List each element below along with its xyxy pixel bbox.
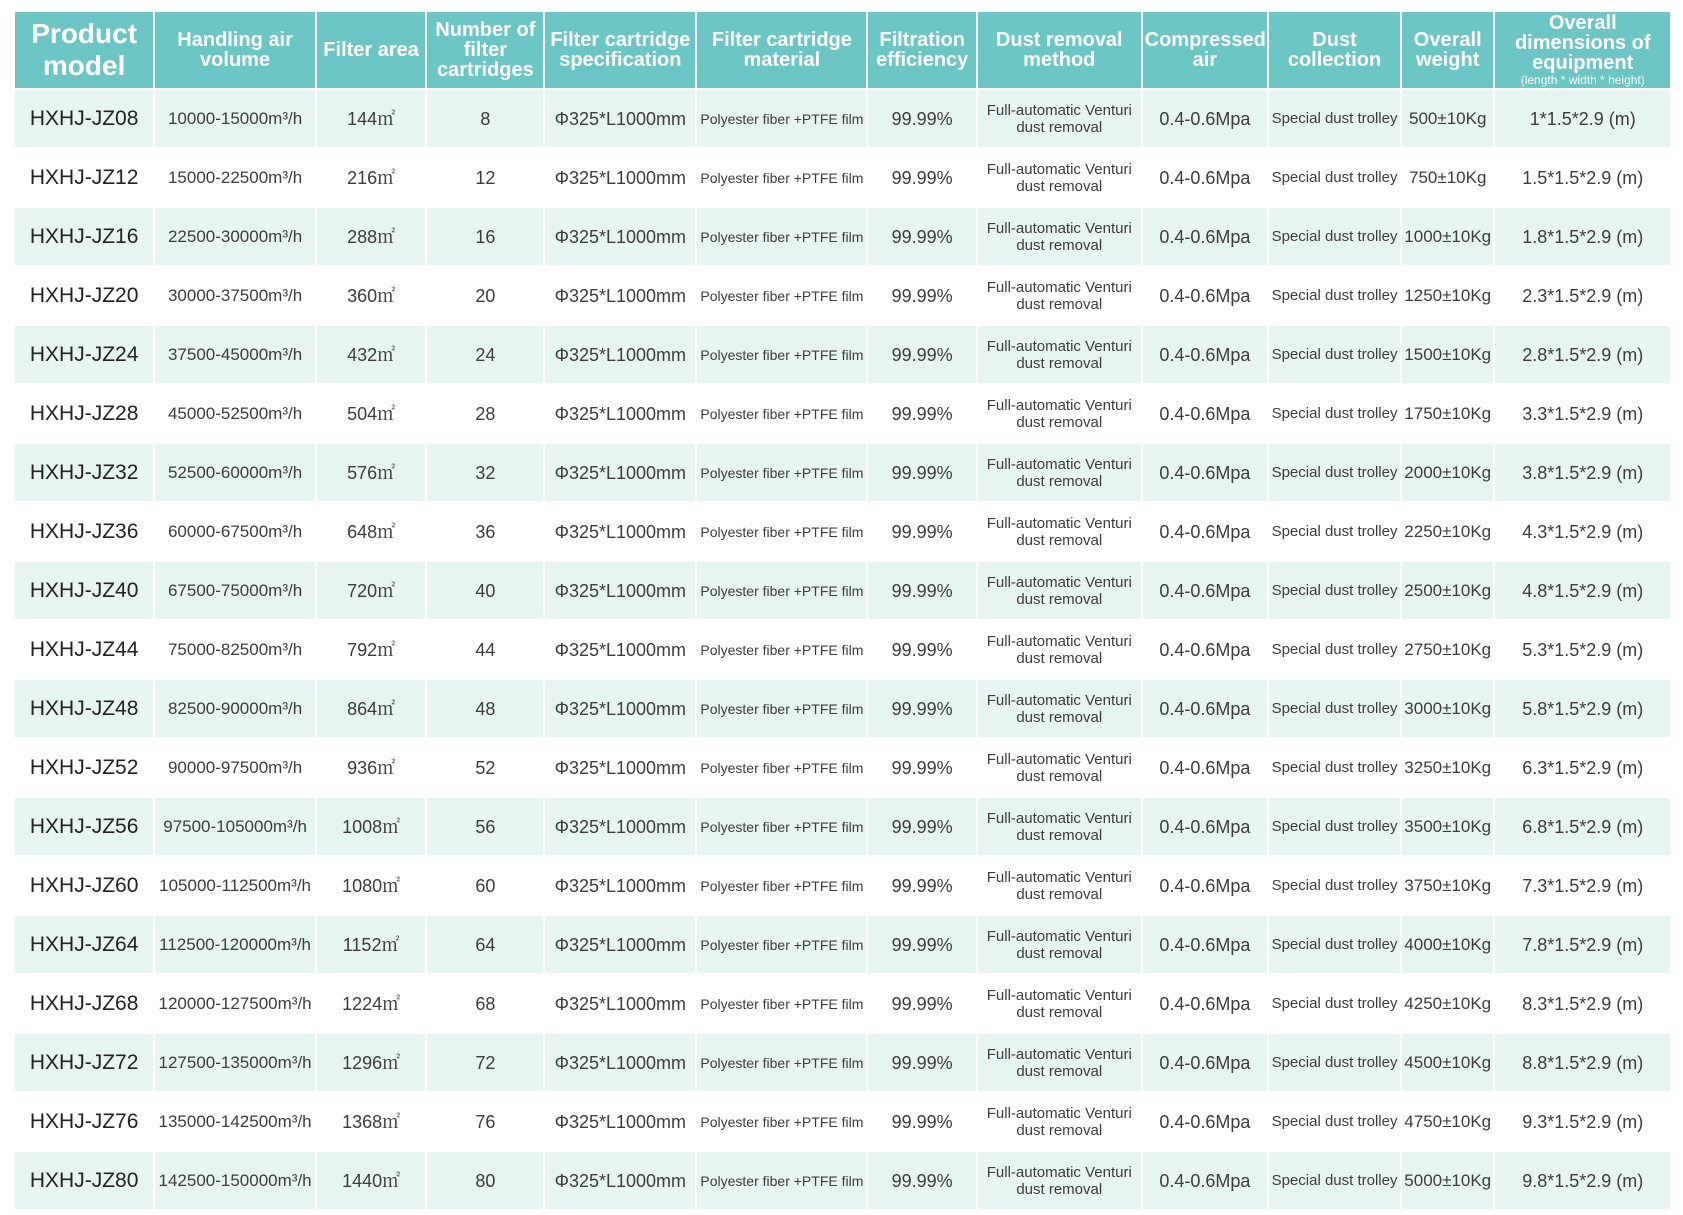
cell-area: 1224㎡ xyxy=(316,974,427,1033)
cell-air: 0.4-0.6Mpa xyxy=(1142,502,1268,561)
cell-efficiency: 99.99% xyxy=(867,856,976,915)
cell-model: HXHJ-JZ56 xyxy=(14,797,154,856)
cell-volume: 30000-37500m³/h xyxy=(154,266,316,325)
cell-count: 16 xyxy=(426,207,544,266)
cell-collection: Special dust trolley xyxy=(1268,856,1401,915)
cell-collection: Special dust trolley xyxy=(1268,1092,1401,1151)
cell-spec: Φ325*L1000mm xyxy=(544,89,696,148)
cell-weight: 2250±10Kg xyxy=(1401,502,1495,561)
cell-collection: Special dust trolley xyxy=(1268,325,1401,384)
cell-area: 288㎡ xyxy=(316,207,427,266)
cell-count: 12 xyxy=(426,148,544,207)
cell-collection: Special dust trolley xyxy=(1268,502,1401,561)
header-row xyxy=(14,11,1671,89)
table-row xyxy=(14,738,1671,797)
cell-efficiency: 99.99% xyxy=(867,915,976,974)
column-header-collection xyxy=(1268,11,1401,89)
cell-method: Full-automatic Venturi dust removal xyxy=(977,974,1142,1033)
cell-method: Full-automatic Venturi dust removal xyxy=(977,620,1142,679)
cell-dims: 1.5*1.5*2.9 (m) xyxy=(1494,148,1671,207)
cell-method: Full-automatic Venturi dust removal xyxy=(977,679,1142,738)
cell-volume: 105000-112500m³/h xyxy=(154,856,316,915)
cell-spec: Φ325*L1000mm xyxy=(544,325,696,384)
cell-material: Polyester fiber +PTFE film xyxy=(696,738,867,797)
cell-collection: Special dust trolley xyxy=(1268,620,1401,679)
cell-area: 1296㎡ xyxy=(316,1033,427,1092)
table-row xyxy=(14,1092,1671,1151)
cell-spec: Φ325*L1000mm xyxy=(544,266,696,325)
cell-collection: Special dust trolley xyxy=(1268,679,1401,738)
cell-model: HXHJ-JZ76 xyxy=(14,1092,154,1151)
cell-efficiency: 99.99% xyxy=(867,207,976,266)
cell-volume: 142500-150000m³/h xyxy=(154,1151,316,1210)
table-row xyxy=(14,384,1671,443)
cell-efficiency: 99.99% xyxy=(867,266,976,325)
cell-air: 0.4-0.6Mpa xyxy=(1142,1092,1268,1151)
cell-weight: 3250±10Kg xyxy=(1401,738,1495,797)
cell-volume: 75000-82500m³/h xyxy=(154,620,316,679)
cell-count: 40 xyxy=(426,561,544,620)
cell-air: 0.4-0.6Mpa xyxy=(1142,738,1268,797)
cell-method: Full-automatic Venturi dust removal xyxy=(977,325,1142,384)
cell-material: Polyester fiber +PTFE film xyxy=(696,561,867,620)
cell-area: 1080㎡ xyxy=(316,856,427,915)
cell-efficiency: 99.99% xyxy=(867,89,976,148)
cell-collection: Special dust trolley xyxy=(1268,1033,1401,1092)
table-row xyxy=(14,620,1671,679)
cell-dims: 8.8*1.5*2.9 (m) xyxy=(1494,1033,1671,1092)
cell-spec: Φ325*L1000mm xyxy=(544,738,696,797)
cell-volume: 10000-15000m³/h xyxy=(154,89,316,148)
cell-method: Full-automatic Venturi dust removal xyxy=(977,384,1142,443)
cell-model: HXHJ-JZ12 xyxy=(14,148,154,207)
cell-efficiency: 99.99% xyxy=(867,738,976,797)
cell-model: HXHJ-JZ24 xyxy=(14,325,154,384)
cell-dims: 4.3*1.5*2.9 (m) xyxy=(1494,502,1671,561)
table-row xyxy=(14,443,1671,502)
cell-air: 0.4-0.6Mpa xyxy=(1142,915,1268,974)
cell-efficiency: 99.99% xyxy=(867,443,976,502)
cell-spec: Φ325*L1000mm xyxy=(544,856,696,915)
cell-material: Polyester fiber +PTFE film xyxy=(696,1151,867,1210)
cell-material: Polyester fiber +PTFE film xyxy=(696,915,867,974)
cell-material: Polyester fiber +PTFE film xyxy=(696,325,867,384)
cell-weight: 1500±10Kg xyxy=(1401,325,1495,384)
cell-collection: Special dust trolley xyxy=(1268,89,1401,148)
cell-spec: Φ325*L1000mm xyxy=(544,1092,696,1151)
cell-area: 1008㎡ xyxy=(316,797,427,856)
cell-area: 1368㎡ xyxy=(316,1092,427,1151)
cell-spec: Φ325*L1000mm xyxy=(544,679,696,738)
column-header-method xyxy=(977,11,1142,89)
cell-spec: Φ325*L1000mm xyxy=(544,1033,696,1092)
cell-spec: Φ325*L1000mm xyxy=(544,1151,696,1210)
cell-air: 0.4-0.6Mpa xyxy=(1142,443,1268,502)
column-header-label: Filtration efficiency xyxy=(876,29,969,71)
column-header-label: Handling air volume xyxy=(177,29,293,71)
cell-material: Polyester fiber +PTFE film xyxy=(696,856,867,915)
table-row xyxy=(14,561,1671,620)
cell-volume: 22500-30000m³/h xyxy=(154,207,316,266)
cell-material: Polyester fiber +PTFE film xyxy=(696,679,867,738)
column-header-weight xyxy=(1401,11,1495,89)
cell-efficiency: 99.99% xyxy=(867,620,976,679)
cell-spec: Φ325*L1000mm xyxy=(544,384,696,443)
cell-model: HXHJ-JZ80 xyxy=(14,1151,154,1210)
cell-efficiency: 99.99% xyxy=(867,1092,976,1151)
cell-air: 0.4-0.6Mpa xyxy=(1142,89,1268,148)
cell-air: 0.4-0.6Mpa xyxy=(1142,266,1268,325)
cell-collection: Special dust trolley xyxy=(1268,384,1401,443)
cell-efficiency: 99.99% xyxy=(867,325,976,384)
cell-spec: Φ325*L1000mm xyxy=(544,207,696,266)
cell-material: Polyester fiber +PTFE film xyxy=(696,148,867,207)
cell-material: Polyester fiber +PTFE film xyxy=(696,797,867,856)
cell-dims: 7.3*1.5*2.9 (m) xyxy=(1494,856,1671,915)
cell-weight: 1000±10Kg xyxy=(1401,207,1495,266)
table-row xyxy=(14,915,1671,974)
cell-volume: 90000-97500m³/h xyxy=(154,738,316,797)
cell-spec: Φ325*L1000mm xyxy=(544,974,696,1033)
cell-method: Full-automatic Venturi dust removal xyxy=(977,1033,1142,1092)
cell-weight: 500±10Kg xyxy=(1401,89,1495,148)
cell-weight: 1250±10Kg xyxy=(1401,266,1495,325)
spec-table xyxy=(13,10,1672,1211)
cell-volume: 52500-60000m³/h xyxy=(154,443,316,502)
cell-method: Full-automatic Venturi dust removal xyxy=(977,915,1142,974)
column-header-label: Product model xyxy=(31,18,138,81)
cell-dims: 8.3*1.5*2.9 (m) xyxy=(1494,974,1671,1033)
cell-volume: 127500-135000m³/h xyxy=(154,1033,316,1092)
table-row xyxy=(14,502,1671,561)
cell-air: 0.4-0.6Mpa xyxy=(1142,679,1268,738)
table-row xyxy=(14,1033,1671,1092)
cell-air: 0.4-0.6Mpa xyxy=(1142,207,1268,266)
cell-count: 28 xyxy=(426,384,544,443)
cell-efficiency: 99.99% xyxy=(867,974,976,1033)
cell-volume: 135000-142500m³/h xyxy=(154,1092,316,1151)
cell-count: 60 xyxy=(426,856,544,915)
cell-volume: 60000-67500m³/h xyxy=(154,502,316,561)
cell-count: 24 xyxy=(426,325,544,384)
cell-method: Full-automatic Venturi dust removal xyxy=(977,502,1142,561)
cell-method: Full-automatic Venturi dust removal xyxy=(977,738,1142,797)
cell-model: HXHJ-JZ64 xyxy=(14,915,154,974)
cell-count: 72 xyxy=(426,1033,544,1092)
cell-volume: 82500-90000m³/h xyxy=(154,679,316,738)
cell-dims: 1*1.5*2.9 (m) xyxy=(1494,89,1671,148)
cell-spec: Φ325*L1000mm xyxy=(544,915,696,974)
cell-air: 0.4-0.6Mpa xyxy=(1142,561,1268,620)
cell-weight: 4000±10Kg xyxy=(1401,915,1495,974)
cell-method: Full-automatic Venturi dust removal xyxy=(977,561,1142,620)
cell-air: 0.4-0.6Mpa xyxy=(1142,797,1268,856)
cell-efficiency: 99.99% xyxy=(867,797,976,856)
cell-area: 360㎡ xyxy=(316,266,427,325)
cell-volume: 45000-52500m³/h xyxy=(154,384,316,443)
cell-collection: Special dust trolley xyxy=(1268,1151,1401,1210)
cell-method: Full-automatic Venturi dust removal xyxy=(977,89,1142,148)
cell-count: 80 xyxy=(426,1151,544,1210)
table-row xyxy=(14,797,1671,856)
table-row xyxy=(14,207,1671,266)
cell-weight: 3750±10Kg xyxy=(1401,856,1495,915)
cell-area: 720㎡ xyxy=(316,561,427,620)
cell-area: 936㎡ xyxy=(316,738,427,797)
cell-spec: Φ325*L1000mm xyxy=(544,561,696,620)
table-row xyxy=(14,266,1671,325)
cell-dims: 2.8*1.5*2.9 (m) xyxy=(1494,325,1671,384)
cell-area: 648㎡ xyxy=(316,502,427,561)
cell-model: HXHJ-JZ40 xyxy=(14,561,154,620)
cell-method: Full-automatic Venturi dust removal xyxy=(977,856,1142,915)
cell-weight: 4250±10Kg xyxy=(1401,974,1495,1033)
cell-material: Polyester fiber +PTFE film xyxy=(696,1033,867,1092)
cell-weight: 4750±10Kg xyxy=(1401,1092,1495,1151)
table-row xyxy=(14,325,1671,384)
cell-efficiency: 99.99% xyxy=(867,1033,976,1092)
column-header-material xyxy=(696,11,867,89)
cell-spec: Φ325*L1000mm xyxy=(544,502,696,561)
column-header-label: Dust collection xyxy=(1287,29,1382,71)
cell-count: 64 xyxy=(426,915,544,974)
table-row xyxy=(14,974,1671,1033)
column-header-spec xyxy=(544,11,696,89)
cell-material: Polyester fiber +PTFE film xyxy=(696,384,867,443)
column-header-label: Number of filter cartridges xyxy=(435,19,536,81)
cell-area: 504㎡ xyxy=(316,384,427,443)
cell-dims: 4.8*1.5*2.9 (m) xyxy=(1494,561,1671,620)
column-header-label: Dust removal method xyxy=(995,29,1123,71)
cell-weight: 750±10Kg xyxy=(1401,148,1495,207)
cell-air: 0.4-0.6Mpa xyxy=(1142,620,1268,679)
column-header-sublabel: (length * width * height) xyxy=(1520,73,1645,87)
cell-collection: Special dust trolley xyxy=(1268,738,1401,797)
cell-efficiency: 99.99% xyxy=(867,502,976,561)
cell-efficiency: 99.99% xyxy=(867,679,976,738)
cell-model: HXHJ-JZ08 xyxy=(14,89,154,148)
cell-method: Full-automatic Venturi dust removal xyxy=(977,797,1142,856)
cell-volume: 15000-22500m³/h xyxy=(154,148,316,207)
cell-collection: Special dust trolley xyxy=(1268,207,1401,266)
cell-count: 68 xyxy=(426,974,544,1033)
cell-collection: Special dust trolley xyxy=(1268,266,1401,325)
table-body xyxy=(14,89,1671,1210)
cell-volume: 67500-75000m³/h xyxy=(154,561,316,620)
cell-collection: Special dust trolley xyxy=(1268,915,1401,974)
cell-area: 792㎡ xyxy=(316,620,427,679)
cell-model: HXHJ-JZ60 xyxy=(14,856,154,915)
cell-model: HXHJ-JZ44 xyxy=(14,620,154,679)
cell-model: HXHJ-JZ36 xyxy=(14,502,154,561)
cell-efficiency: 99.99% xyxy=(867,561,976,620)
cell-model: HXHJ-JZ16 xyxy=(14,207,154,266)
cell-weight: 3000±10Kg xyxy=(1401,679,1495,738)
cell-material: Polyester fiber +PTFE film xyxy=(696,974,867,1033)
cell-area: 1152㎡ xyxy=(316,915,427,974)
cell-model: HXHJ-JZ32 xyxy=(14,443,154,502)
cell-material: Polyester fiber +PTFE film xyxy=(696,89,867,148)
cell-dims: 5.3*1.5*2.9 (m) xyxy=(1494,620,1671,679)
cell-count: 76 xyxy=(426,1092,544,1151)
column-header-label: Overall dimensions of equipment xyxy=(1514,12,1651,74)
cell-count: 56 xyxy=(426,797,544,856)
cell-collection: Special dust trolley xyxy=(1268,974,1401,1033)
cell-efficiency: 99.99% xyxy=(867,1151,976,1210)
cell-method: Full-automatic Venturi dust removal xyxy=(977,266,1142,325)
cell-spec: Φ325*L1000mm xyxy=(544,797,696,856)
cell-air: 0.4-0.6Mpa xyxy=(1142,325,1268,384)
cell-model: HXHJ-JZ28 xyxy=(14,384,154,443)
cell-air: 0.4-0.6Mpa xyxy=(1142,856,1268,915)
table-row xyxy=(14,856,1671,915)
cell-spec: Φ325*L1000mm xyxy=(544,443,696,502)
cell-volume: 112500-120000m³/h xyxy=(154,915,316,974)
cell-method: Full-automatic Venturi dust removal xyxy=(977,443,1142,502)
column-header-label: Filter area xyxy=(323,39,419,61)
column-header-efficiency xyxy=(867,11,976,89)
cell-method: Full-automatic Venturi dust removal xyxy=(977,1151,1142,1210)
cell-area: 432㎡ xyxy=(316,325,427,384)
cell-collection: Special dust trolley xyxy=(1268,797,1401,856)
cell-efficiency: 99.99% xyxy=(867,384,976,443)
column-header-label: Overall weight xyxy=(1413,29,1482,71)
column-header-dims xyxy=(1494,11,1671,89)
column-header-label: Filter cartridge material xyxy=(711,29,852,71)
cell-material: Polyester fiber +PTFE film xyxy=(696,266,867,325)
cell-model: HXHJ-JZ48 xyxy=(14,679,154,738)
cell-air: 0.4-0.6Mpa xyxy=(1142,384,1268,443)
column-header-air xyxy=(1142,11,1268,89)
cell-weight: 5000±10Kg xyxy=(1401,1151,1495,1210)
cell-material: Polyester fiber +PTFE film xyxy=(696,207,867,266)
cell-spec: Φ325*L1000mm xyxy=(544,620,696,679)
cell-count: 20 xyxy=(426,266,544,325)
column-header-label: Compressed air xyxy=(1144,29,1266,71)
cell-collection: Special dust trolley xyxy=(1268,561,1401,620)
cell-air: 0.4-0.6Mpa xyxy=(1142,1151,1268,1210)
cell-area: 216㎡ xyxy=(316,148,427,207)
table-row xyxy=(14,148,1671,207)
cell-dims: 9.3*1.5*2.9 (m) xyxy=(1494,1092,1671,1151)
cell-model: HXHJ-JZ52 xyxy=(14,738,154,797)
cell-material: Polyester fiber +PTFE film xyxy=(696,620,867,679)
cell-dims: 7.8*1.5*2.9 (m) xyxy=(1494,915,1671,974)
cell-volume: 120000-127500m³/h xyxy=(154,974,316,1033)
cell-volume: 37500-45000m³/h xyxy=(154,325,316,384)
cell-weight: 4500±10Kg xyxy=(1401,1033,1495,1092)
cell-volume: 97500-105000m³/h xyxy=(154,797,316,856)
cell-dims: 3.8*1.5*2.9 (m) xyxy=(1494,443,1671,502)
cell-material: Polyester fiber +PTFE film xyxy=(696,443,867,502)
cell-efficiency: 99.99% xyxy=(867,148,976,207)
table-row xyxy=(14,89,1671,148)
cell-area: 1440㎡ xyxy=(316,1151,427,1210)
cell-count: 48 xyxy=(426,679,544,738)
cell-area: 144㎡ xyxy=(316,89,427,148)
table-header xyxy=(14,11,1671,89)
cell-dims: 6.3*1.5*2.9 (m) xyxy=(1494,738,1671,797)
cell-model: HXHJ-JZ68 xyxy=(14,974,154,1033)
cell-method: Full-automatic Venturi dust removal xyxy=(977,148,1142,207)
cell-method: Full-automatic Venturi dust removal xyxy=(977,1092,1142,1151)
cell-count: 44 xyxy=(426,620,544,679)
cell-model: HXHJ-JZ72 xyxy=(14,1033,154,1092)
cell-dims: 6.8*1.5*2.9 (m) xyxy=(1494,797,1671,856)
cell-collection: Special dust trolley xyxy=(1268,148,1401,207)
cell-model: HXHJ-JZ20 xyxy=(14,266,154,325)
cell-weight: 1750±10Kg xyxy=(1401,384,1495,443)
cell-material: Polyester fiber +PTFE film xyxy=(696,502,867,561)
table-row xyxy=(14,1151,1671,1210)
cell-weight: 3500±10Kg xyxy=(1401,797,1495,856)
cell-count: 52 xyxy=(426,738,544,797)
column-header-label: Filter cartridge specification xyxy=(550,29,691,71)
cell-dims: 5.8*1.5*2.9 (m) xyxy=(1494,679,1671,738)
table-row xyxy=(14,679,1671,738)
cell-material: Polyester fiber +PTFE film xyxy=(696,1092,867,1151)
cell-spec: Φ325*L1000mm xyxy=(544,148,696,207)
cell-dims: 1.8*1.5*2.9 (m) xyxy=(1494,207,1671,266)
cell-count: 8 xyxy=(426,89,544,148)
column-header-model xyxy=(14,11,154,89)
column-header-count xyxy=(426,11,544,89)
column-header-area xyxy=(316,11,427,89)
column-header-volume xyxy=(154,11,316,89)
cell-count: 36 xyxy=(426,502,544,561)
cell-method: Full-automatic Venturi dust removal xyxy=(977,207,1142,266)
cell-dims: 2.3*1.5*2.9 (m) xyxy=(1494,266,1671,325)
cell-collection: Special dust trolley xyxy=(1268,443,1401,502)
cell-dims: 3.3*1.5*2.9 (m) xyxy=(1494,384,1671,443)
cell-weight: 2500±10Kg xyxy=(1401,561,1495,620)
cell-weight: 2000±10Kg xyxy=(1401,443,1495,502)
cell-air: 0.4-0.6Mpa xyxy=(1142,974,1268,1033)
cell-count: 32 xyxy=(426,443,544,502)
cell-area: 864㎡ xyxy=(316,679,427,738)
cell-air: 0.4-0.6Mpa xyxy=(1142,1033,1268,1092)
cell-dims: 9.8*1.5*2.9 (m) xyxy=(1494,1151,1671,1210)
cell-weight: 2750±10Kg xyxy=(1401,620,1495,679)
cell-area: 576㎡ xyxy=(316,443,427,502)
cell-air: 0.4-0.6Mpa xyxy=(1142,148,1268,207)
